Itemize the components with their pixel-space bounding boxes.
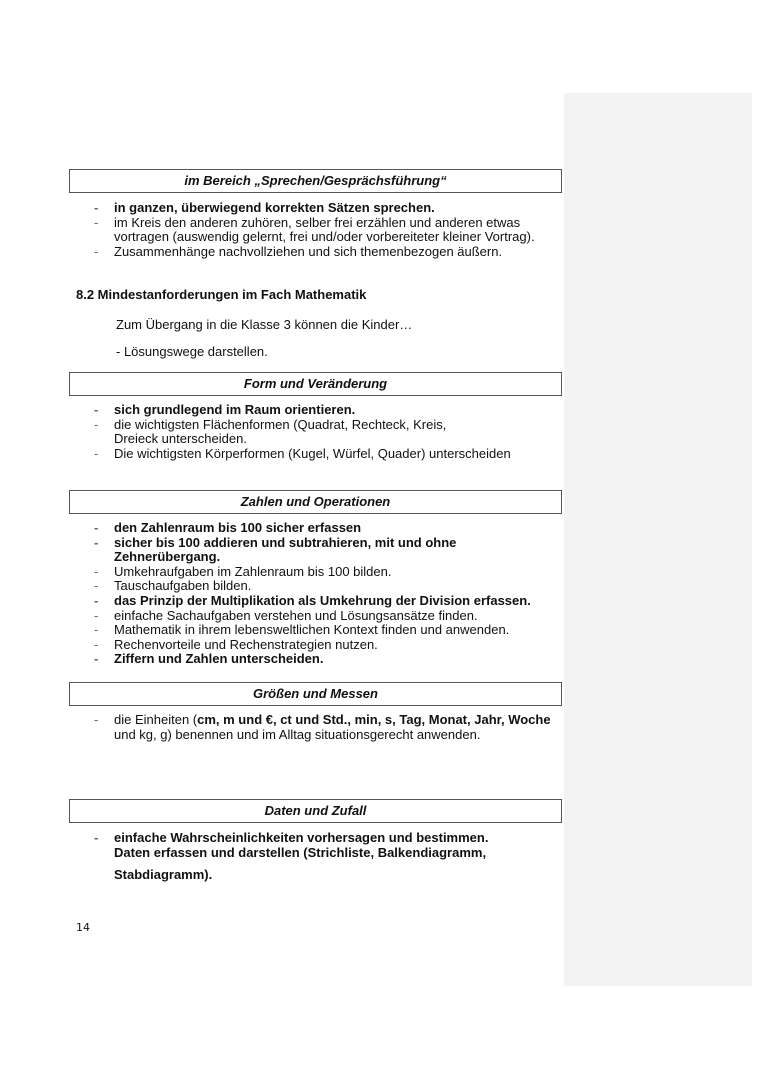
list-item: - Rechenvorteile und Rechenstrategien nutzen. bbox=[94, 638, 564, 653]
list-item: - sicher bis 100 addieren und subtrahieren, mit und ohne Zehnerübergang. bbox=[94, 536, 564, 565]
list-item: Stabdiagramm). bbox=[114, 867, 213, 883]
sub-text: - Lösungswege darstellen. bbox=[116, 344, 268, 359]
list-item: - die wichtigsten Flächenformen (Quadrat, Rechteck, Kreis, Dreieck unterscheiden. bbox=[94, 418, 564, 447]
list-item: - Umkehraufgaben im Zahlenraum bis 100 bilden. bbox=[94, 565, 564, 580]
list-item: - Tauschaufgaben bilden. bbox=[94, 579, 564, 594]
box-daten: Daten und Zufall bbox=[69, 799, 562, 823]
list-item: - die Einheiten (cm, m und €, ct und Std., min, s, Tag, Monat, Jahr, Woche und kg, g) benennen und im Alltag situationsgerecht anwenden. bbox=[94, 713, 564, 742]
box-groessen: Größen und Messen bbox=[69, 682, 562, 706]
box-zahlen: Zahlen und Operationen bbox=[69, 490, 562, 514]
list-item: Daten erfassen und darstellen (Strichliste, Balkendiagramm, bbox=[114, 844, 487, 860]
list-item: - Mathematik in ihrem lebensweltlichen Kontext finden und anwenden. bbox=[94, 623, 564, 638]
list-item: - Ziffern und Zahlen unterscheiden. bbox=[94, 652, 564, 667]
list-item: - einfache Sachaufgaben verstehen und Lösungsansätze finden. bbox=[94, 609, 564, 624]
box-sprechen: im Bereich „Sprechen/Gesprächsführung“ bbox=[69, 169, 562, 193]
list-item: - Zusammenhänge nachvollziehen und sich themenbezogen äußern. bbox=[94, 245, 564, 260]
comment-pane bbox=[564, 93, 752, 986]
list-groessen bbox=[94, 713, 564, 742]
list-sprechen bbox=[94, 201, 564, 259]
list-item: - sich grundlegend im Raum orientieren. bbox=[94, 403, 564, 418]
list-item: - in ganzen, überwiegend korrekten Sätzen sprechen. bbox=[94, 201, 564, 216]
section-heading: 8.2 Mindestanforderungen im Fach Mathematik bbox=[76, 287, 367, 302]
list-daten bbox=[94, 831, 564, 883]
list-item: - das Prinzip der Multiplikation als Umkehrung der Division erfassen. bbox=[94, 594, 564, 609]
page-number: 14 bbox=[76, 921, 90, 934]
list-item: - im Kreis den anderen zuhören, selber frei erzählen und anderen etwas vortragen (auswendig gelernt, frei und/oder vorbereiteter kleiner Vortrag). bbox=[94, 216, 564, 245]
list-item: - einfache Wahrscheinlichkeiten vorhersagen und bestimmen. bbox=[94, 831, 564, 846]
list-item: - Die wichtigsten Körperformen (Kugel, Würfel, Quader) unterscheiden bbox=[94, 447, 564, 462]
list-zahlen bbox=[94, 521, 564, 667]
list-item: - den Zahlenraum bis 100 sicher erfassen bbox=[94, 521, 564, 536]
box-form: Form und Veränderung bbox=[69, 372, 562, 396]
list-form bbox=[94, 403, 564, 461]
intro-text: Zum Übergang in die Klasse 3 können die Kinder… bbox=[116, 317, 413, 332]
